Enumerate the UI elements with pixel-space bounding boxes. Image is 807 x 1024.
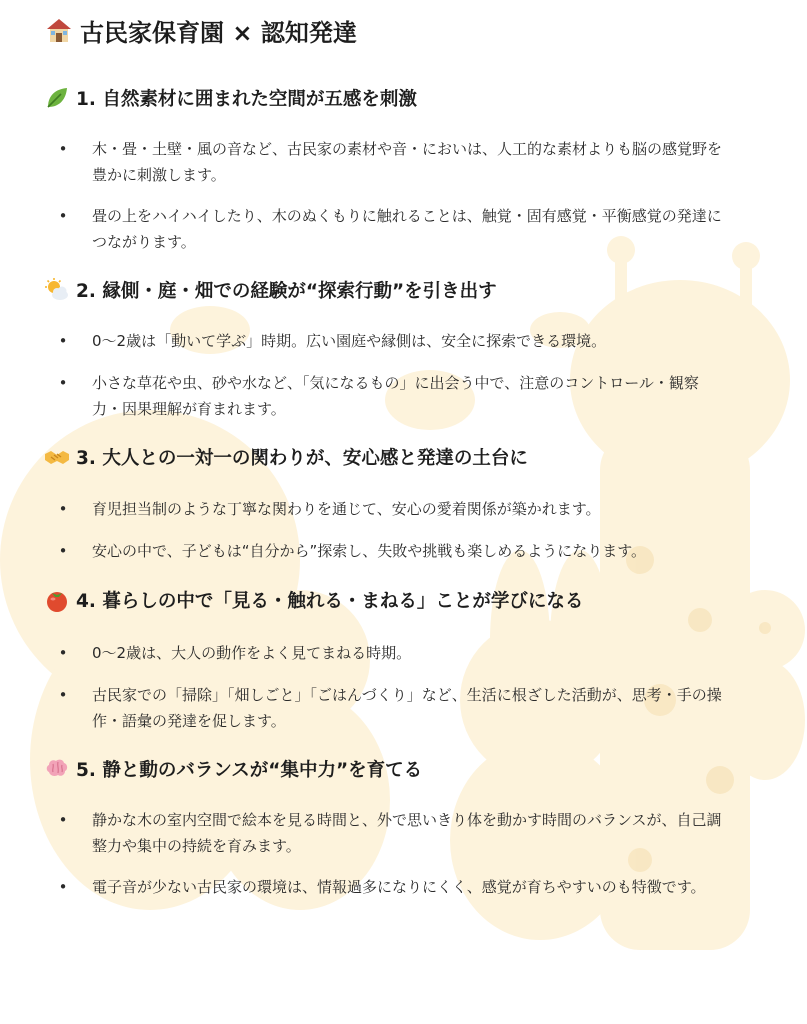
section-heading-text: 4. 暮らしの中で「見る・触れる・まねる」ことが学びになる [76,591,584,612]
list-item [58,682,728,734]
brain-icon [44,756,70,782]
sheep-illustration [210,590,390,910]
section-heading-text: 2. 縁側・庭・畑での経験が“探索行動”を引き出す [76,281,497,302]
bullet-marker: • [58,644,68,662]
list-item [58,538,728,564]
bear-illustration [725,590,805,780]
bullet-marker: • [58,207,68,225]
list-item-text: 畳の上をハイハイしたり、木のぬくもりに触れることは、触覚・固有感覚・平衡感覚の発達につながります。 [92,207,722,251]
section-heading-1 [44,83,417,113]
list-item-text: 育児担当制のような丁寧な関わりを通じて、安心の愛着関係が築かれます。 [92,500,601,518]
list-item [58,136,728,188]
handshake-icon [44,444,70,470]
bullet-marker: • [58,374,68,392]
bullet-marker: • [58,140,68,158]
page-title-text: 古民家保育園 × 認知発達 [80,18,357,47]
bullet-marker: • [58,542,68,560]
list-item [58,203,728,255]
bullet-marker: • [58,686,68,704]
bullet-marker: • [58,500,68,518]
list-item-text: 安心の中で、子どもは“自分から”探索し、失敗や挑戦も楽しめるようになります。 [92,542,647,560]
list-item-text: 電子音が少ない古民家の環境は、情報過多になりにくく、感覚が育ちやすいのも特徴です。 [92,878,706,896]
sun-behind-cloud-icon [44,277,70,303]
house-icon [44,15,74,45]
section-heading-text: 3. 大人との一対一の関わりが、安心感と発達の土台に [76,448,528,469]
list-item-text: 0〜2歳は「動いて学ぶ」時期。広い園庭や縁側は、安全に探索できる環境。 [92,332,607,350]
list-item [58,328,728,354]
page-title [44,10,357,50]
list-item-text: 古民家での「掃除」「畑しごと」「ごはんづくり」など、生活に根ざした活動が、思考・手の操作・語彙の発達を促します。 [92,686,722,730]
bullet-marker: • [58,332,68,350]
tomato-icon [44,587,70,613]
list-item [58,640,728,666]
section-heading-3 [44,442,528,472]
list-item [58,496,728,522]
section-heading-2 [44,275,497,305]
section-heading-5 [44,754,422,784]
list-item [58,874,728,900]
list-item [58,807,728,859]
list-item-text: 0〜2歳は、大人の動作をよく見てまねる時期。 [92,644,412,662]
section-heading-text: 1. 自然素材に囲まれた空間が五感を刺激 [76,89,417,110]
list-item-text: 静かな木の室内空間で絵本を見る時間と、外で思いきり体を動かす時間のバランスが、自己調整力や集中の持続を育みます。 [92,811,722,855]
bullet-marker: • [58,811,68,829]
list-item-text: 小さな草花や虫、砂や水など、「気になるもの」に出会う中で、注意のコントロール・観察力・因果理解が育まれます。 [92,374,699,418]
leaf-icon [44,85,70,111]
section-heading-text: 5. 静と動のバランスが“集中力”を育てる [76,760,423,781]
bullet-marker: • [58,878,68,896]
list-item-text: 木・畳・土壁・風の音など、古民家の素材や音・においは、人工的な素材よりも脳の感覚野を豊かに刺激します。 [92,140,723,184]
list-item [58,370,728,422]
section-heading-4 [44,585,583,615]
